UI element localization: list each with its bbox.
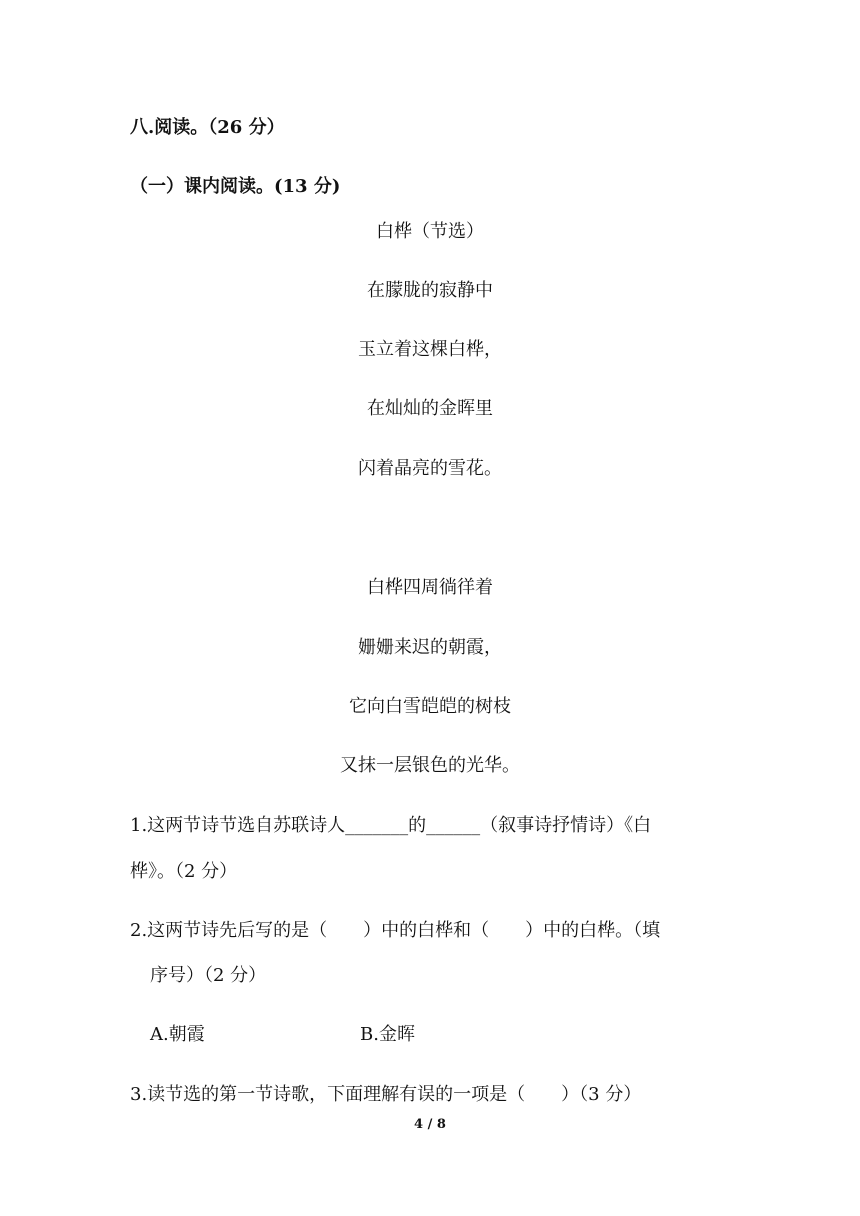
poem-line: 白桦四周徜徉着 (367, 577, 493, 598)
question-text: 桦》。（2 分） (130, 861, 238, 882)
subsection-heading: （一）课内阅读。(13 分) (130, 176, 341, 197)
poem-line: 又抹一层银色的光华。 (340, 755, 520, 776)
question-text: 序号）（2 分） (150, 965, 267, 986)
section-heading: 八.阅读。（26 分） (130, 117, 285, 138)
option-b: B.金晖 (360, 1024, 415, 1045)
poem-title: 白桦（节选） (376, 221, 484, 242)
option-a: A.朝霞 (150, 1024, 205, 1045)
poem-line: 在朦胧的寂静中 (367, 280, 493, 301)
question-text: 3.读节选的第一节诗歌，下面理解有误的一项是（ ）（3 分） (130, 1084, 642, 1105)
poem-line: 在灿灿的金晖里 (367, 398, 493, 419)
poem-line: 姗姗来迟的朝霞， (358, 637, 502, 658)
question-text: 1.这两节诗节选自苏联诗人_______的______（叙事诗抒情诗）《白 (130, 815, 652, 836)
poem-line: 它向白雪皑皑的树枝 (349, 696, 511, 717)
poem-line: 闪着晶亮的雪花。 (358, 458, 502, 479)
poem-line: 玉立着这棵白桦， (358, 339, 502, 360)
page-number: 4 / 8 (414, 1117, 446, 1132)
question-text: 2.这两节诗先后写的是（ ）中的白桦和（ ）中的白桦。（填 (130, 920, 661, 941)
